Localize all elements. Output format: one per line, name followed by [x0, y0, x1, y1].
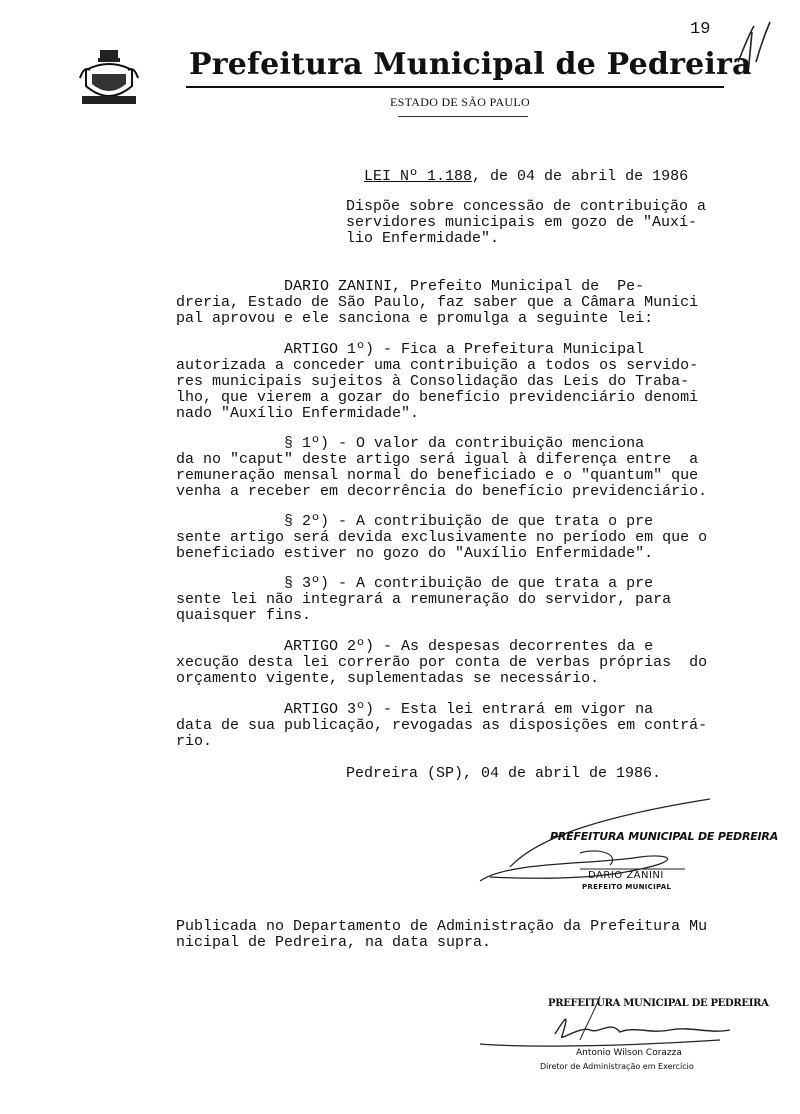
- page-number: 19: [690, 20, 711, 39]
- preamble-line: pal aprovou e ele sanciona e promulga a seguinte lei:: [176, 310, 654, 327]
- artigo-1-line: autorizada a conceder uma contribuição a todos os servido-: [176, 357, 699, 374]
- artigo-3-line: rio.: [176, 733, 213, 750]
- closing-date: Pedreira (SP), 04 de abril de 1986.: [346, 765, 662, 782]
- preamble-line: dreria, Estado de São Paulo, faz saber que a Câmara Munici: [176, 294, 699, 311]
- law-title: [346, 151, 688, 185]
- publication-line: Publicada no Departamento de Administração da Prefeitura Mu: [176, 918, 708, 935]
- mayor-name: DARIO ZANINI: [588, 870, 664, 881]
- paragrafo-1-line: § 1º) - O valor da contribuição menciona: [176, 435, 645, 452]
- artigo-1-line: ARTIGO 1º) - Fica a Prefeitura Municipal: [176, 341, 645, 358]
- mayor-stamp-text: PREFEITURA MUNICIPAL DE PEDREIRA: [550, 830, 779, 843]
- law-number: LEI Nº 1.188: [364, 168, 473, 185]
- artigo-1-line: nado "Auxílio Enfermidade".: [176, 405, 420, 422]
- ementa-line: Dispõe sobre concessão de contribuição a: [346, 198, 707, 215]
- preamble-line: DARIO ZANINI, Prefeito Municipal de Pe-: [176, 278, 645, 295]
- paragrafo-1-line: venha a receber em decorrência do benefício previdenciário.: [176, 483, 708, 500]
- paragrafo-1-line: remuneração mensal normal do beneficiado e o "quantum" que: [176, 467, 699, 484]
- artigo-2-line: xecução desta lei correrão por conta de verbas próprias do: [176, 654, 708, 671]
- signature-block-director: [470, 990, 769, 1080]
- director-role: Diretor de Administração em Exercício: [540, 1062, 694, 1071]
- subtitle-divider: [398, 116, 528, 117]
- ementa: [346, 199, 800, 247]
- paragrafo-3-line: sente lei não integrará a remuneração do servidor, para: [176, 591, 672, 608]
- director-stamp-text: PREFEITURA MUNICIPAL DE PEDREIRA: [548, 998, 769, 1009]
- signature-block-mayor: [470, 795, 779, 905]
- artigo-2-line: orçamento vigente, suplementadas se necessário.: [176, 670, 600, 687]
- header-divider: [186, 86, 724, 88]
- page-title: Prefeitura Municipal de Pedreira: [189, 47, 752, 82]
- preamble: [176, 279, 736, 327]
- paragrafo-2-line: beneficiado estiver no gozo do "Auxílio Enfermidade".: [176, 545, 654, 562]
- artigo-1-line: lho, que vierem a gozar do benefício previdenciário denomi: [176, 389, 699, 406]
- paragrafo-2-line: § 2º) - A contribuição de que trata o pre: [176, 513, 654, 530]
- publication-note: [176, 919, 736, 951]
- artigo-1-line: res municipais sujeitos à Consolidação das Leis do Traba-: [176, 373, 690, 390]
- director-name: Antonio Wilson Corazza: [576, 1048, 682, 1058]
- publication-line: nicipal de Pedreira, na data supra.: [176, 934, 492, 951]
- paragrafo-2: [176, 514, 736, 562]
- ementa-line: servidores municipais em gozo de "Auxí-: [346, 214, 698, 231]
- paragrafo-3-line: quaisquer fins.: [176, 607, 312, 624]
- law-date: , de 04 de abril de 1986: [472, 168, 689, 185]
- artigo-2-line: ARTIGO 2º) - As despesas decorrentes da e: [176, 638, 654, 655]
- state-subtitle: ESTADO DE SÃO PAULO: [390, 95, 530, 109]
- ementa-line: lio Enfermidade".: [346, 230, 500, 247]
- artigo-3-line: ARTIGO 3º) - Esta lei entrará em vigor na: [176, 701, 654, 718]
- paragrafo-1-line: da no "caput" deste artigo será igual à diferença entre a: [176, 451, 699, 468]
- municipal-crest-logo: [78, 48, 140, 108]
- artigo-1: [176, 342, 736, 422]
- artigo-3: [176, 702, 736, 750]
- paragrafo-1: [176, 436, 736, 500]
- paragrafo-2-line: sente artigo será devida exclusivamente no período em que o: [176, 529, 708, 546]
- paragrafo-3: [176, 576, 736, 624]
- paragrafo-3-line: § 3º) - A contribuição de que trata a pre: [176, 575, 654, 592]
- mayor-role: PREFEITO MUNICIPAL: [582, 883, 672, 891]
- artigo-2: [176, 639, 736, 687]
- artigo-3-line: data de sua publicação, revogadas as disposições em contrá-: [176, 717, 708, 734]
